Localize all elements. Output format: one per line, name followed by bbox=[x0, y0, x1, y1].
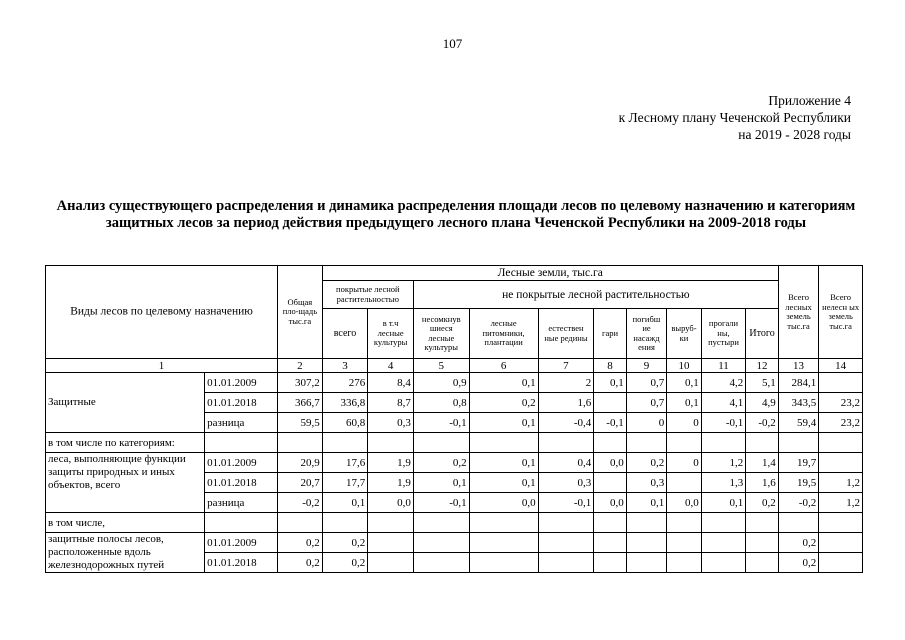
appendix-line-2: к Лесному плану Чеченской Республики bbox=[618, 110, 851, 125]
data-cell: 0,2 bbox=[413, 453, 469, 473]
col-number: 13 bbox=[778, 359, 819, 373]
table-row bbox=[46, 513, 863, 533]
data-cell: 276 bbox=[322, 373, 368, 393]
empty-cell bbox=[594, 513, 626, 533]
header-burnt: гари bbox=[594, 309, 626, 359]
header-natural: естествен ные редины bbox=[538, 309, 594, 359]
header-unclosed: несомкнув шиеся лесные культуры bbox=[413, 309, 469, 359]
data-cell: 0,2 bbox=[322, 553, 368, 573]
col-number: 1 bbox=[46, 359, 278, 373]
data-cell bbox=[594, 473, 626, 493]
empty-cell bbox=[322, 433, 368, 453]
col-number: 6 bbox=[469, 359, 538, 373]
data-cell: 1,6 bbox=[746, 473, 778, 493]
appendix-line-1: Приложение 4 bbox=[768, 93, 851, 108]
empty-cell bbox=[746, 433, 778, 453]
row-date: 01.01.2018 bbox=[205, 393, 278, 413]
data-cell: 0,7 bbox=[626, 393, 667, 413]
data-cell: 1,3 bbox=[701, 473, 746, 493]
data-cell bbox=[413, 533, 469, 553]
data-cell: 1,2 bbox=[819, 473, 863, 493]
col-number: 8 bbox=[594, 359, 626, 373]
data-cell: 0,0 bbox=[469, 493, 538, 513]
row-date: 01.01.2009 bbox=[205, 373, 278, 393]
data-cell: 0,2 bbox=[746, 493, 778, 513]
data-cell: 0,1 bbox=[667, 393, 701, 413]
data-cell bbox=[368, 553, 414, 573]
data-cell bbox=[819, 533, 863, 553]
header-nurseries: лесные питомники, плантации bbox=[469, 309, 538, 359]
data-cell bbox=[594, 553, 626, 573]
data-cell bbox=[667, 473, 701, 493]
data-cell: 20,7 bbox=[278, 473, 323, 493]
data-cell: 23,2 bbox=[819, 413, 863, 433]
data-cell: -0,4 bbox=[538, 413, 594, 433]
col-number: 14 bbox=[819, 359, 863, 373]
data-cell: 0,1 bbox=[469, 473, 538, 493]
data-cell: 8,4 bbox=[368, 373, 414, 393]
data-cell: 8,7 bbox=[368, 393, 414, 413]
data-cell: -0,1 bbox=[538, 493, 594, 513]
data-cell: 0,1 bbox=[469, 413, 538, 433]
data-cell: -0,1 bbox=[413, 493, 469, 513]
row-label: защитные полосы лесов, расположенные вдоль железнодорожных путей bbox=[46, 533, 205, 573]
empty-cell bbox=[278, 513, 323, 533]
data-cell: 0,7 bbox=[626, 373, 667, 393]
data-cell: 0 bbox=[626, 413, 667, 433]
data-cell: 0,3 bbox=[626, 473, 667, 493]
data-cell: 4,2 bbox=[701, 373, 746, 393]
empty-cell bbox=[469, 513, 538, 533]
row-label: Защитные bbox=[46, 373, 205, 433]
data-cell bbox=[819, 553, 863, 573]
data-cell: 1,9 bbox=[368, 473, 414, 493]
data-cell: 0,1 bbox=[469, 373, 538, 393]
data-cell: 0,2 bbox=[469, 393, 538, 413]
empty-cell bbox=[626, 433, 667, 453]
col-number: 10 bbox=[667, 359, 701, 373]
data-cell: 0,2 bbox=[778, 553, 819, 573]
data-cell: 0,9 bbox=[413, 373, 469, 393]
data-cell: 19,7 bbox=[778, 453, 819, 473]
header-covered: покрытые лесной растительностью bbox=[322, 281, 413, 309]
header-glades: прогали ны, пустыри bbox=[701, 309, 746, 359]
data-cell: 59,4 bbox=[778, 413, 819, 433]
data-cell: 4,9 bbox=[746, 393, 778, 413]
header-total-area: Общая пло-щадь тыс.га bbox=[278, 266, 323, 359]
row-date: 01.01.2018 bbox=[205, 553, 278, 573]
header-all-nonforest-lands: Всего нелесн ых земель тыс.га bbox=[819, 266, 863, 359]
data-cell: 20,9 bbox=[278, 453, 323, 473]
col-number: 11 bbox=[701, 359, 746, 373]
data-cell bbox=[413, 553, 469, 573]
data-cell: 1,9 bbox=[368, 453, 414, 473]
row-date: 01.01.2018 bbox=[205, 473, 278, 493]
empty-cell bbox=[469, 433, 538, 453]
data-cell: 0,2 bbox=[626, 453, 667, 473]
data-cell bbox=[594, 393, 626, 413]
data-cell: 60,8 bbox=[322, 413, 368, 433]
data-cell: 5,1 bbox=[746, 373, 778, 393]
row-date: разница bbox=[205, 493, 278, 513]
data-cell: 4,1 bbox=[701, 393, 746, 413]
data-cell: 0,1 bbox=[626, 493, 667, 513]
empty-cell bbox=[322, 513, 368, 533]
empty-cell bbox=[594, 433, 626, 453]
data-cell: 343,5 bbox=[778, 393, 819, 413]
col-number: 2 bbox=[278, 359, 323, 373]
empty-cell bbox=[667, 513, 701, 533]
data-cell bbox=[594, 533, 626, 553]
appendix-line-3: на 2019 - 2028 годы bbox=[738, 127, 851, 142]
data-cell bbox=[469, 553, 538, 573]
forest-distribution-table bbox=[45, 265, 863, 573]
empty-cell bbox=[368, 513, 414, 533]
data-cell bbox=[469, 533, 538, 553]
data-cell: 0,2 bbox=[322, 533, 368, 553]
section-label: в том числе по категориям: bbox=[46, 433, 205, 453]
header-forest-lands: Лесные земли, тыс.га bbox=[322, 266, 778, 281]
data-cell: 0,0 bbox=[594, 493, 626, 513]
col-number: 3 bbox=[322, 359, 368, 373]
empty-cell bbox=[278, 433, 323, 453]
data-cell: 1,4 bbox=[746, 453, 778, 473]
data-cell: 2 bbox=[538, 373, 594, 393]
data-cell: 366,7 bbox=[278, 393, 323, 413]
empty-cell bbox=[538, 433, 594, 453]
data-cell bbox=[667, 553, 701, 573]
empty-cell bbox=[205, 513, 278, 533]
data-cell: 0,0 bbox=[594, 453, 626, 473]
data-cell: 17,6 bbox=[322, 453, 368, 473]
data-cell: 0 bbox=[667, 453, 701, 473]
data-cell: 0,2 bbox=[278, 533, 323, 553]
col-number: 5 bbox=[413, 359, 469, 373]
empty-cell bbox=[626, 513, 667, 533]
header-not-covered: не покрытые лесной растительностью bbox=[413, 281, 778, 309]
data-cell bbox=[538, 553, 594, 573]
table-body bbox=[46, 373, 863, 573]
data-cell: 336,8 bbox=[322, 393, 368, 413]
empty-cell bbox=[667, 433, 701, 453]
empty-cell bbox=[413, 433, 469, 453]
data-cell: -0,1 bbox=[594, 413, 626, 433]
data-cell: 19,5 bbox=[778, 473, 819, 493]
data-cell bbox=[626, 533, 667, 553]
col-number: 9 bbox=[626, 359, 667, 373]
empty-cell bbox=[819, 433, 863, 453]
data-cell: 0,2 bbox=[278, 553, 323, 573]
data-cell bbox=[701, 553, 746, 573]
data-cell: 0,8 bbox=[413, 393, 469, 413]
col-number: 7 bbox=[538, 359, 594, 373]
empty-cell bbox=[413, 513, 469, 533]
table-row bbox=[46, 433, 863, 453]
data-cell: 59,5 bbox=[278, 413, 323, 433]
data-cell: 0,1 bbox=[469, 453, 538, 473]
row-date: разница bbox=[205, 413, 278, 433]
empty-cell bbox=[205, 433, 278, 453]
header-all-forest-lands: Всего лесных земель тыс.га bbox=[778, 266, 819, 359]
data-cell bbox=[701, 533, 746, 553]
col-number: 4 bbox=[368, 359, 414, 373]
data-cell: 307,2 bbox=[278, 373, 323, 393]
page-number: 107 bbox=[442, 36, 463, 51]
data-cell: -0,1 bbox=[701, 413, 746, 433]
data-cell: 0,3 bbox=[538, 473, 594, 493]
data-cell: 0,1 bbox=[701, 493, 746, 513]
header-dead: погибш ие насажд ения bbox=[626, 309, 667, 359]
data-cell bbox=[538, 533, 594, 553]
data-cell: 0,0 bbox=[667, 493, 701, 513]
data-cell: 1,6 bbox=[538, 393, 594, 413]
table-row bbox=[46, 373, 863, 393]
data-cell bbox=[746, 533, 778, 553]
empty-cell bbox=[701, 433, 746, 453]
data-cell: 0,0 bbox=[368, 493, 414, 513]
data-cell: 0,4 bbox=[538, 453, 594, 473]
empty-cell bbox=[746, 513, 778, 533]
col-number: 12 bbox=[746, 359, 778, 373]
data-cell bbox=[368, 533, 414, 553]
data-cell: 1,2 bbox=[701, 453, 746, 473]
data-cell: 17,7 bbox=[322, 473, 368, 493]
empty-cell bbox=[778, 513, 819, 533]
data-cell: 0,1 bbox=[322, 493, 368, 513]
header-itogo: Итого bbox=[746, 309, 778, 359]
data-cell: 0,1 bbox=[413, 473, 469, 493]
document-title: Анализ существующего распределения и динамика распределения площади лесов по целевому назначению и категориям защитных лесов за период действия предыдущего лесного плана Чеченской Республики на 2009-2018 годы bbox=[56, 198, 856, 231]
column-number-row bbox=[46, 359, 863, 373]
data-cell: 0,3 bbox=[368, 413, 414, 433]
data-cell: 0,2 bbox=[778, 533, 819, 553]
empty-cell bbox=[819, 513, 863, 533]
empty-cell bbox=[538, 513, 594, 533]
section-label: в том числе, bbox=[46, 513, 205, 533]
row-date: 01.01.2009 bbox=[205, 533, 278, 553]
data-cell bbox=[626, 553, 667, 573]
data-cell: 23,2 bbox=[819, 393, 863, 413]
empty-cell bbox=[778, 433, 819, 453]
table-row bbox=[46, 533, 863, 553]
row-label: леса, выполняющие функции защиты природных и иных объектов, всего bbox=[46, 453, 205, 513]
data-cell bbox=[819, 453, 863, 473]
appendix-note bbox=[619, 92, 851, 143]
empty-cell bbox=[701, 513, 746, 533]
header-cut: выруб-ки bbox=[667, 309, 701, 359]
data-cell bbox=[819, 373, 863, 393]
header-cultures: в т.ч лесные культуры bbox=[368, 309, 414, 359]
data-cell: -0,1 bbox=[413, 413, 469, 433]
row-date: 01.01.2009 bbox=[205, 453, 278, 473]
data-cell: 0,1 bbox=[594, 373, 626, 393]
data-cell: 0 bbox=[667, 413, 701, 433]
data-cell bbox=[667, 533, 701, 553]
header-types: Виды лесов по целевому назначению bbox=[46, 266, 278, 359]
data-cell: 284,1 bbox=[778, 373, 819, 393]
data-cell: 1,2 bbox=[819, 493, 863, 513]
header-vsego: всего bbox=[322, 309, 368, 359]
table-row bbox=[46, 453, 863, 473]
empty-cell bbox=[368, 433, 414, 453]
data-cell: 0,1 bbox=[667, 373, 701, 393]
data-cell: -0,2 bbox=[778, 493, 819, 513]
data-cell: -0,2 bbox=[278, 493, 323, 513]
data-cell bbox=[746, 553, 778, 573]
data-cell: -0,2 bbox=[746, 413, 778, 433]
